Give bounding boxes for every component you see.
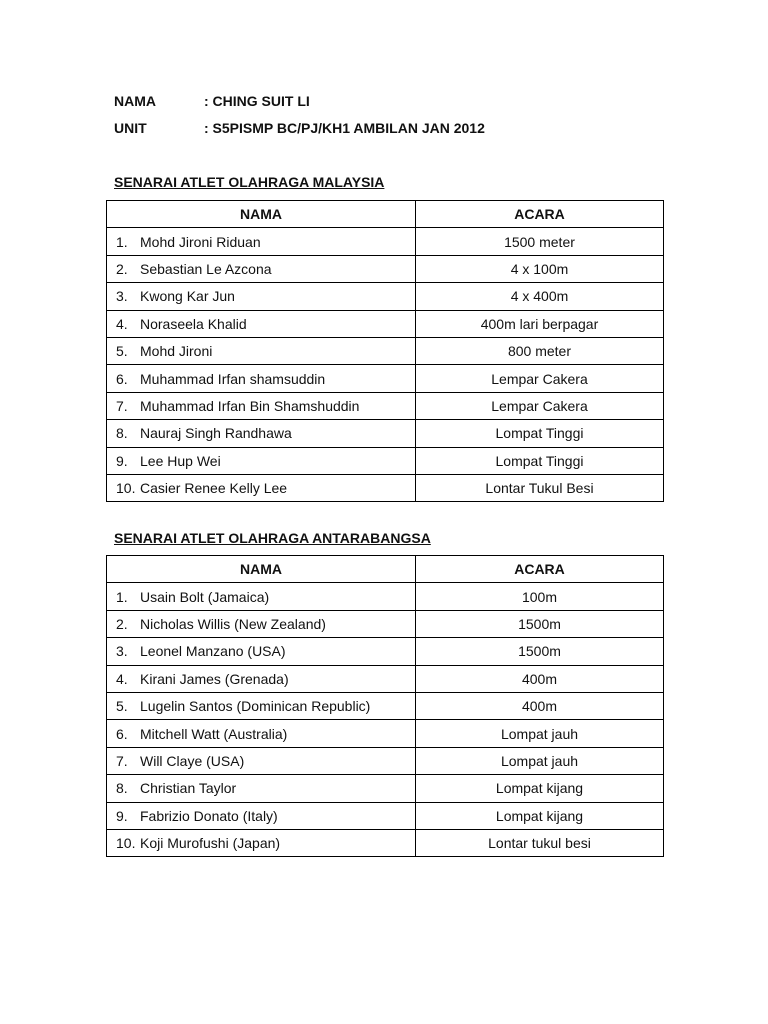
athlete-name-cell — [107, 337, 416, 364]
event-cell: Lontar Tukul Besi — [416, 474, 664, 501]
table-row — [107, 474, 664, 501]
table-row — [107, 420, 664, 447]
event-cell: Lempar Cakera — [416, 365, 664, 392]
row-number: 6. — [116, 725, 128, 742]
table-row — [107, 665, 664, 692]
event-cell: Lompat Tinggi — [416, 420, 664, 447]
table-row — [107, 829, 664, 856]
athlete-name-cell — [107, 283, 416, 310]
athlete-name-cell — [107, 638, 416, 665]
event-cell: 1500 meter — [416, 228, 664, 255]
event-cell: Lompat jauh — [416, 747, 664, 774]
table-row — [107, 283, 664, 310]
event-cell: 800 meter — [416, 337, 664, 364]
athlete-name-cell — [107, 474, 416, 501]
table-row — [107, 638, 664, 665]
nama-value: : CHING SUIT LI — [204, 93, 310, 109]
column-header-nama: NAMA — [107, 556, 416, 583]
athlete-name-cell — [107, 392, 416, 419]
athlete-name: Muhammad Irfan Bin Shamshuddin — [140, 397, 360, 414]
table-header-row — [107, 556, 664, 583]
row-number: 4. — [116, 670, 128, 687]
event-cell: 400m lari berpagar — [416, 310, 664, 337]
athlete-name-cell — [107, 447, 416, 474]
nama-line — [114, 93, 310, 109]
table-row — [107, 228, 664, 255]
event-cell: 4 x 400m — [416, 283, 664, 310]
row-number: 6. — [116, 370, 128, 387]
athlete-name-cell — [107, 420, 416, 447]
table-row — [107, 392, 664, 419]
athlete-name-cell — [107, 692, 416, 719]
row-number: 8. — [116, 780, 128, 797]
athlete-name-cell — [107, 255, 416, 282]
athlete-name-cell — [107, 310, 416, 337]
row-number: 10. — [116, 835, 136, 852]
athlete-name: Fabrizio Donato (Italy) — [140, 807, 278, 824]
athlete-name: Kwong Kar Jun — [140, 288, 235, 305]
row-number: 1. — [116, 588, 128, 605]
athlete-name: Christian Taylor — [140, 780, 237, 797]
event-cell: Lompat jauh — [416, 720, 664, 747]
athlete-name-cell — [107, 720, 416, 747]
table-row — [107, 802, 664, 829]
event-cell: 1500m — [416, 610, 664, 637]
event-cell: 400m — [416, 692, 664, 719]
table-row — [107, 337, 664, 364]
international-athlete-table — [106, 555, 664, 857]
event-cell: 1500m — [416, 638, 664, 665]
athlete-name: Lugelin Santos (Dominican Republic) — [140, 698, 371, 715]
table-row — [107, 365, 664, 392]
table-row — [107, 255, 664, 282]
athlete-name: Usain Bolt (Jamaica) — [140, 588, 270, 605]
athlete-name: Casier Renee Kelly Lee — [140, 480, 288, 497]
athlete-name: Leonel Manzano (USA) — [140, 643, 286, 660]
unit-label: UNIT — [114, 120, 147, 136]
unit-line — [114, 120, 485, 136]
table-row — [107, 310, 664, 337]
event-cell: Lontar tukul besi — [416, 829, 664, 856]
column-header-acara: ACARA — [416, 201, 664, 228]
athlete-name: Nauraj Singh Randhawa — [140, 425, 292, 442]
row-number: 1. — [116, 233, 128, 250]
table-row — [107, 747, 664, 774]
row-number: 4. — [116, 315, 128, 332]
row-number: 2. — [116, 615, 128, 632]
athlete-name: Nicholas Willis (New Zealand) — [140, 615, 326, 632]
athlete-name-cell — [107, 747, 416, 774]
athlete-name: Sebastian Le Azcona — [140, 260, 272, 277]
table-header-row — [107, 201, 664, 228]
row-number: 8. — [116, 425, 128, 442]
event-cell: Lempar Cakera — [416, 392, 664, 419]
event-cell: Lompat Tinggi — [416, 447, 664, 474]
athlete-name: Koji Murofushi (Japan) — [140, 835, 281, 852]
athlete-name-cell — [107, 228, 416, 255]
row-number: 9. — [116, 452, 128, 469]
athlete-name: Mohd Jironi Riduan — [140, 233, 261, 250]
row-number: 2. — [116, 260, 128, 277]
nama-label: NAMA — [114, 93, 156, 109]
event-cell: 400m — [416, 665, 664, 692]
event-cell: 4 x 100m — [416, 255, 664, 282]
row-number: 7. — [116, 752, 128, 769]
event-cell: 100m — [416, 583, 664, 610]
row-number: 5. — [116, 343, 128, 360]
athlete-name: Mohd Jironi — [140, 343, 213, 360]
athlete-name: Noraseela Khalid — [140, 315, 247, 332]
event-cell: Lompat kijang — [416, 775, 664, 802]
column-header-nama: NAMA — [107, 201, 416, 228]
table-row — [107, 720, 664, 747]
athlete-name-cell — [107, 665, 416, 692]
international-section-title: SENARAI ATLET OLAHRAGA ANTARABANGSA — [114, 530, 431, 546]
athlete-name-cell — [107, 610, 416, 637]
athlete-name-cell — [107, 775, 416, 802]
athlete-name-cell — [107, 829, 416, 856]
athlete-name: Kirani James (Grenada) — [140, 670, 289, 687]
row-number: 9. — [116, 807, 128, 824]
table-row — [107, 583, 664, 610]
athlete-name-cell — [107, 802, 416, 829]
athlete-name-cell — [107, 365, 416, 392]
malaysia-athlete-table — [106, 200, 664, 502]
athlete-name-cell — [107, 583, 416, 610]
row-number: 7. — [116, 397, 128, 414]
malaysia-section-title: SENARAI ATLET OLAHRAGA MALAYSIA — [114, 174, 385, 190]
column-header-acara: ACARA — [416, 556, 664, 583]
athlete-name: Will Claye (USA) — [140, 752, 245, 769]
table-row — [107, 447, 664, 474]
row-number: 3. — [116, 288, 128, 305]
athlete-name: Lee Hup Wei — [140, 452, 221, 469]
unit-value: : S5PISMP BC/PJ/KH1 AMBILAN JAN 2012 — [204, 120, 485, 136]
row-number: 10. — [116, 480, 136, 497]
table-row — [107, 692, 664, 719]
row-number: 5. — [116, 698, 128, 715]
athlete-name: Mitchell Watt (Australia) — [140, 725, 288, 742]
table-row — [107, 775, 664, 802]
table-row — [107, 610, 664, 637]
row-number: 3. — [116, 643, 128, 660]
event-cell: Lompat kijang — [416, 802, 664, 829]
athlete-name: Muhammad Irfan shamsuddin — [140, 370, 326, 387]
